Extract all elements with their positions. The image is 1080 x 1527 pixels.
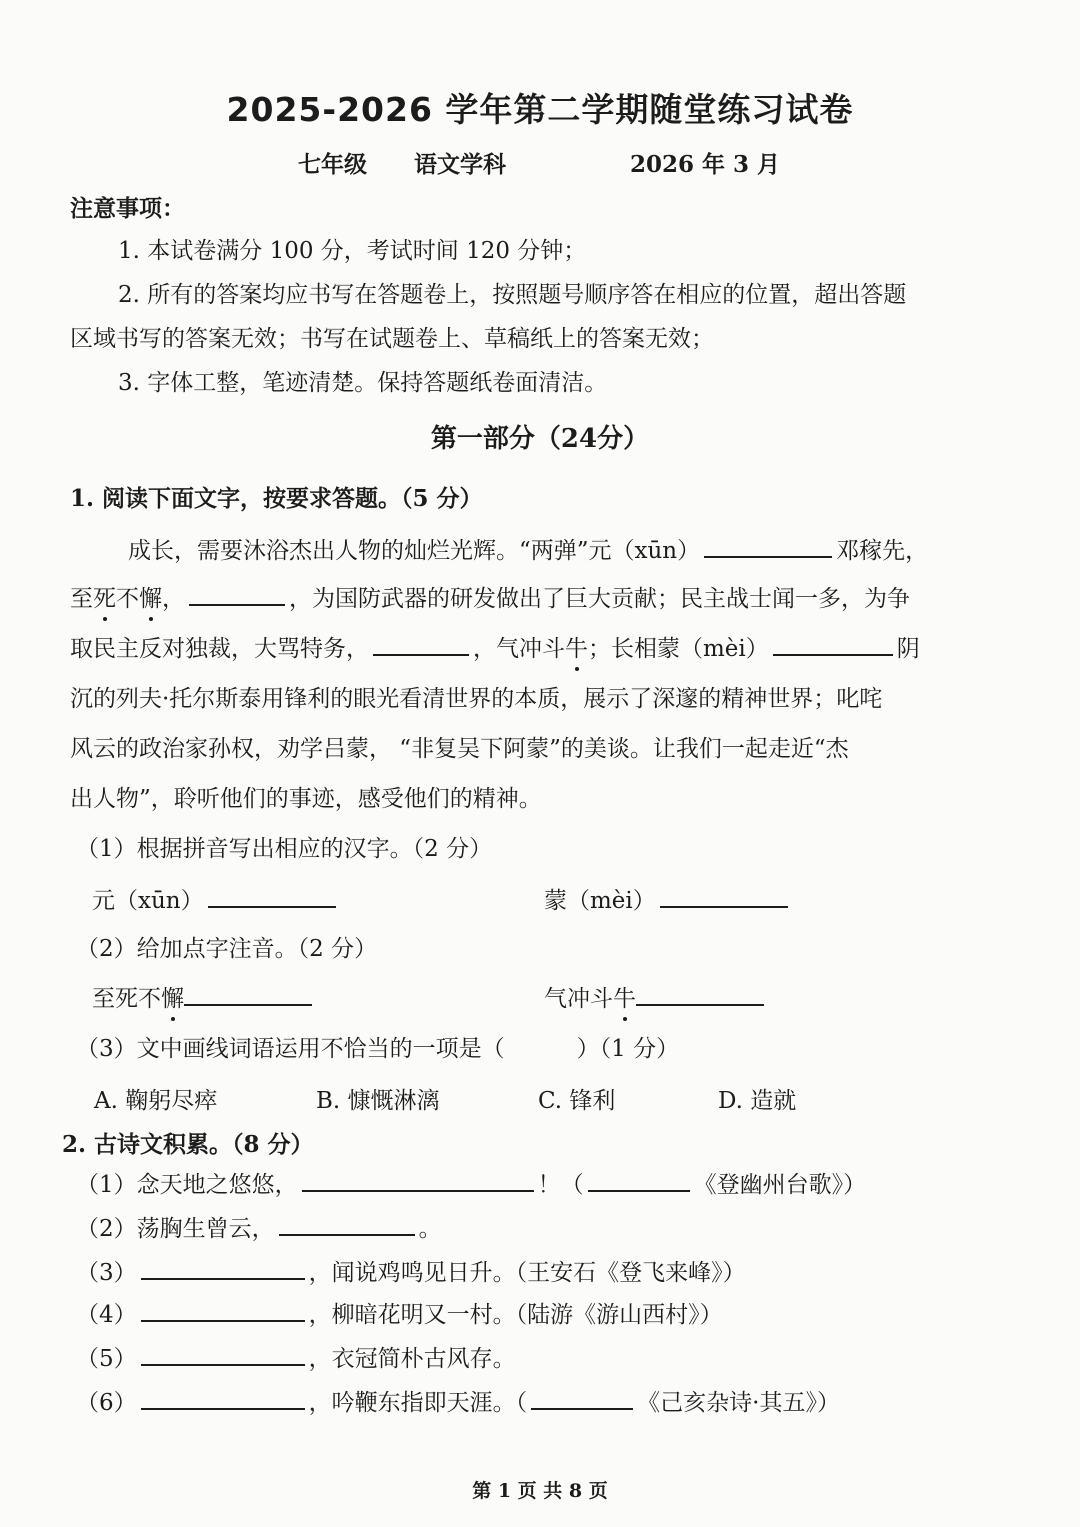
q1-passage-line-6: 出人物”，聆听他们的事迹，感受他们的精神。 (70, 786, 542, 812)
answer-blank[interactable] (660, 884, 788, 908)
answer-blank[interactable] (704, 534, 832, 558)
poem-text: （1）念天地之悠悠， (76, 1172, 298, 1198)
answer-blank[interactable] (302, 1168, 534, 1192)
answer-blank[interactable] (141, 1298, 305, 1322)
answer-blank[interactable] (531, 1386, 633, 1410)
passage-text: 邓稼先， (836, 538, 929, 564)
poem-text: ，柳暗花明又一村。（陆游《游山西村》） (308, 1302, 723, 1328)
dotted-char: 懈 (161, 986, 184, 1012)
option-a[interactable]: A. 鞠躬尽瘁 (94, 1088, 218, 1114)
q2-line-5 (76, 1342, 1016, 1374)
passage-text: 至 (70, 586, 93, 612)
sub-item-text: 气冲斗 (544, 986, 613, 1012)
sub-item-text: （3）文中画线词语运用不恰当的一项是（ (76, 1036, 505, 1062)
q2-line-6 (76, 1386, 1016, 1418)
dotted-char: 牛 (613, 986, 636, 1012)
answer-blank[interactable] (373, 632, 469, 656)
passage-text: ，气冲斗 (473, 636, 565, 662)
notice-heading: 注意事项： (70, 195, 185, 222)
notice-item-2-line-1: 2. 所有的答案均应书写在答题卷上，按照题号顺序答在相应的位置，超出答题 (118, 282, 907, 308)
q1-heading: 1. 阅读下面文字，按要求答题。（5 分） (70, 485, 483, 512)
sub-item-text: 蒙（mèi） (544, 888, 656, 914)
dotted-char: 懈 (139, 586, 162, 612)
answer-blank[interactable] (189, 582, 285, 606)
answer-blank[interactable] (141, 1386, 305, 1410)
poem-text: 《己亥杂诗·其五》） (637, 1390, 840, 1416)
answer-blank[interactable] (208, 884, 336, 908)
poem-text: ，闻说鸡鸣见日升。（王安石《登飞来峰》） (308, 1260, 746, 1286)
poem-text: （2）荡胸生曾云， (76, 1216, 275, 1242)
q1-sub2-prompt: （2）给加点字注音。（2 分） (76, 936, 378, 962)
passage-text: ；长相蒙（mèi） (588, 636, 769, 662)
poem-text: （4） (76, 1302, 137, 1328)
q1-sub1-prompt: （1）根据拼音写出相应的汉字。（2 分） (76, 836, 493, 862)
passage-text: ， (162, 586, 185, 612)
q1-passage-line-2 (70, 582, 1010, 614)
dotted-char: 牛 (565, 636, 588, 662)
part1-heading: 第一部分（24分） (430, 424, 650, 454)
passage-text: 不 (116, 586, 139, 612)
answer-blank[interactable] (636, 982, 764, 1006)
poem-text: ！（ (537, 1172, 584, 1198)
notice-item-1: 1. 本试卷满分 100 分，考试时间 120 分钟； (118, 238, 587, 264)
sub-item-text: ）（1 分） (576, 1036, 680, 1062)
grade-label: 七年级 (298, 151, 367, 178)
q1-passage-line-4: 沉的列夫·托尔斯泰用锋利的眼光看清世界的本质，展示了深邃的精神世界；叱咤 (70, 686, 883, 712)
q2-line-2 (76, 1212, 1016, 1244)
passage-text: 成长，需要沐浴杰出人物的灿烂光辉。“两弹”元（xūn） (128, 538, 701, 564)
q1-passage-line-5: 风云的政治家孙权，劝学吕蒙， “非复吴下阿蒙”的美谈。让我们一起走近“杰 (70, 736, 849, 762)
q1-sub1-item-a (92, 884, 492, 916)
q2-line-1 (76, 1168, 1016, 1200)
passage-text: 阴 (896, 636, 920, 662)
passage-text: 取民主反对独裁，大骂特务， (70, 636, 369, 662)
q2-line-4 (76, 1298, 1016, 1330)
answer-blank[interactable] (141, 1256, 305, 1280)
q1-passage-line-3 (70, 632, 1010, 664)
option-c[interactable]: C. 锋利 (538, 1088, 616, 1114)
answer-blank[interactable] (588, 1168, 690, 1192)
answer-blank[interactable] (279, 1212, 415, 1236)
sub-item-text: 至死不 (92, 986, 161, 1012)
dotted-char: 死 (93, 586, 116, 612)
poem-text: （3） (76, 1260, 137, 1286)
q1-sub2-item-a (92, 982, 492, 1014)
q1-sub1-item-b (544, 884, 944, 916)
subject-label: 语文学科 (414, 151, 506, 178)
notice-item-3: 3. 字体工整，笔迹清楚。保持答题纸卷面清洁。 (118, 370, 608, 396)
page-number: 第 1 页 共 8 页 (472, 1480, 608, 1502)
q1-sub2-item-b (544, 982, 944, 1014)
answer-blank[interactable] (141, 1342, 305, 1366)
answer-blank[interactable] (184, 982, 312, 1006)
q2-line-3 (76, 1256, 1016, 1288)
q1-sub3-options (0, 1086, 1080, 1116)
passage-text: ，为国防武器的研发做出了巨大贡献；民主战士闻一多，为争 (289, 586, 910, 612)
q1-sub3-prompt (76, 1034, 1016, 1064)
option-d[interactable]: D. 造就 (718, 1088, 797, 1114)
q2-heading: 2. 古诗文积累。（8 分） (62, 1131, 314, 1158)
poem-text: （5） (76, 1346, 137, 1372)
notice-item-2-line-2: 区域书写的答案无效；书写在试题卷上、草稿纸上的答案无效； (70, 326, 714, 352)
q1-passage-line-1 (128, 534, 1068, 566)
poem-text: （6） (76, 1390, 137, 1416)
poem-text: 。 (418, 1216, 442, 1242)
poem-text: 《登幽州台歌》） (693, 1172, 867, 1198)
exam-date: 2026 年 3 月 (630, 151, 781, 178)
sub-item-text: 元（xūn） (92, 888, 204, 914)
poem-text: ，吟鞭东指即天涯。（ (308, 1390, 528, 1416)
exam-title: 2025-2026 学年第二学期随堂练习试卷 (226, 90, 854, 129)
poem-text: ，衣冠简朴古风存。 (308, 1346, 516, 1372)
option-b[interactable]: B. 慷慨淋漓 (316, 1088, 440, 1114)
answer-blank[interactable] (773, 632, 893, 656)
